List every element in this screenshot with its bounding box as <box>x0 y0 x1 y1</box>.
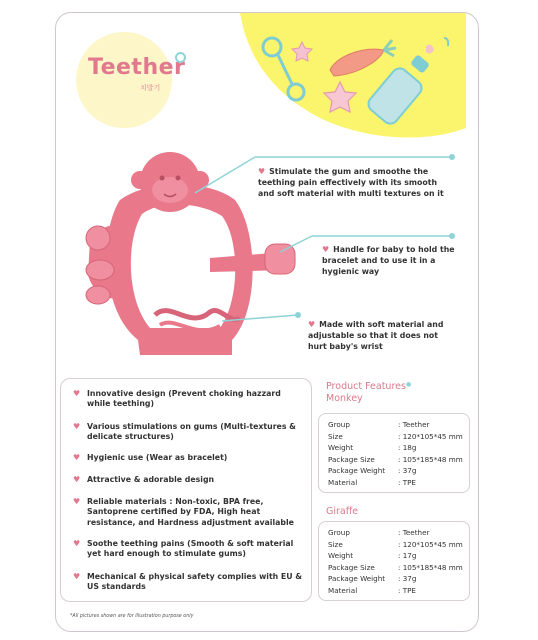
heart-icon: ♥ <box>73 475 81 484</box>
features-list <box>60 378 312 602</box>
logo-title: Teether <box>88 55 186 80</box>
spec-row: Group : Teether <box>328 528 430 537</box>
spec-row: Group : Teether <box>328 420 430 429</box>
spec-row: Weight : 17g <box>328 551 417 561</box>
spec-row: Package Size : 105*185*48 mm <box>328 562 463 572</box>
heart-icon: ♥ <box>73 572 81 581</box>
feature-item: ♥ Mechanical & physical safety complies with EU & US standards <box>73 572 303 592</box>
feature-item: ♥ Innovative design (Prevent choking hazzard while teething) <box>73 389 281 409</box>
heart-icon: ♥ <box>73 497 81 506</box>
feature-item: ♥ Soothe teething pains (Smooth & soft material yet hard enough to stimulate gums) <box>73 539 294 559</box>
feature-item: ♥ Reliable materials : Non-toxic, BPA free, Santoprene certified by FDA, High heat resistance, and Hardness adjustment available <box>73 497 294 527</box>
product-features-title: Product Features● Monkey <box>326 381 412 405</box>
spec-row: Material : TPE <box>328 585 416 595</box>
heart-icon: ♥ <box>73 422 81 431</box>
callout-gum: ♥ Stimulate the gum and smoothe the teething pain effectively with its smooth and soft material with multi textures on it <box>258 167 444 198</box>
feature-item: ♥ Attractive & adorable design <box>73 475 215 484</box>
spec-row: Material : TPE <box>328 477 416 487</box>
feature-item: ♥ Hygienic use (Wear as bracelet) <box>73 453 228 462</box>
callout-strap: ♥ Made with soft material and adjustable so that it does not hurt baby's wrist <box>308 320 444 351</box>
logo-subtitle: 치발기 <box>140 84 161 92</box>
callout-handle: ♥ Handle for baby to hold the bracelet and to use it in a hygienic way <box>322 245 455 276</box>
heart-icon: ♥ <box>73 389 81 398</box>
spec-row: Package Weight : 37g <box>328 466 417 476</box>
heart-icon: ♥ <box>73 539 81 548</box>
giraffe-title: Giraffe <box>326 506 359 517</box>
spec-row: Package Size : 105*185*48 mm <box>328 454 463 464</box>
disclaimer: *All pictures shown are for illustration purpose only <box>70 614 194 619</box>
spec-row: Size : 120*105*45 mm <box>328 539 463 549</box>
monkey-spec-table <box>318 413 470 493</box>
heart-icon: ♥ <box>322 245 330 254</box>
spec-row: Package Weight : 37g <box>328 574 417 584</box>
spec-row: Size : 120*105*45 mm <box>328 431 463 441</box>
heart-icon: ♥ <box>73 453 81 462</box>
giraffe-spec-table <box>318 521 470 601</box>
spec-row: Weight : 18g <box>328 443 417 453</box>
heart-icon: ♥ <box>258 167 266 176</box>
feature-item: ♥ Various stimulations on gums (Multi-textures & delicate structures) <box>73 422 296 442</box>
heart-icon: ♥ <box>308 320 316 329</box>
